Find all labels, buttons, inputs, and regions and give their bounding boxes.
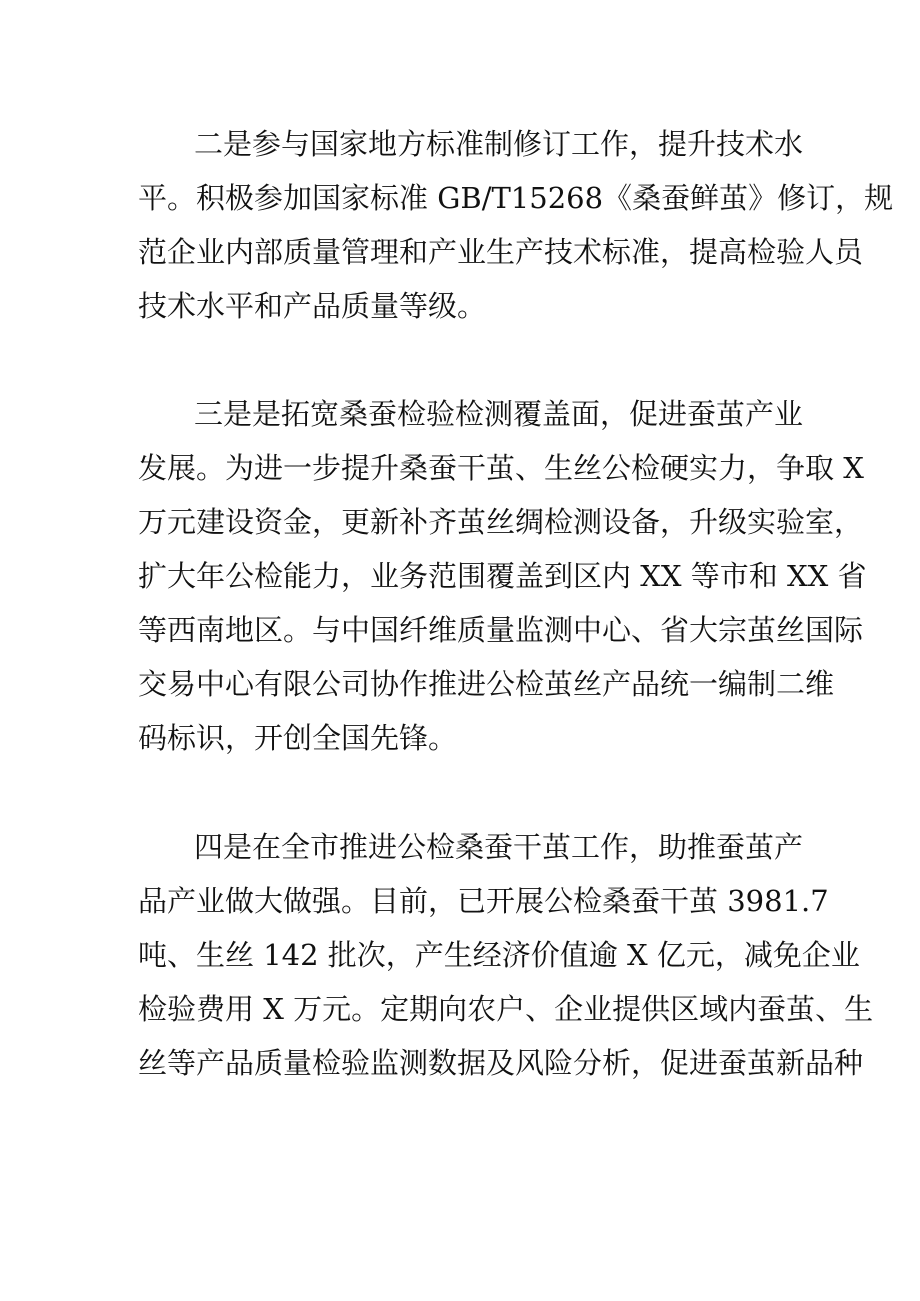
paragraph-line: 交易中心有限公司协作推进公检茧丝产品统一编制二维: [138, 667, 835, 701]
paragraph-line: 检验费用 X 万元。定期向农户、企业提供区域内蚕茧、生: [138, 992, 874, 1026]
paragraph-line: 二是参与国家地方标准制修订工作，提升技术水: [194, 127, 804, 161]
paragraph-line: 万元建设资金，更新补齐茧丝绸检测设备，升级实验室，: [138, 505, 864, 539]
paragraph-line: 四是在全市推进公检桑蚕干茧工作，助推蚕茧产: [194, 830, 804, 864]
paragraph-line: 三是是拓宽桑蚕检验检测覆盖面，促进蚕茧产业: [194, 397, 804, 431]
paragraph-line: 码标识，开创全国先锋。: [138, 721, 458, 755]
paragraph-line: 平。积极参加国家标准 GB/T15268《桑蚕鲜茧》修订，规: [138, 181, 894, 215]
paragraph-cocoon-inspection: [138, 820, 874, 1090]
paragraph-inspection-coverage: [138, 387, 867, 765]
paragraph-line: 扩大年公检能力，业务范围覆盖到区内 XX 等市和 XX 省: [138, 559, 867, 593]
paragraph-line: 发展。为进一步提升桑蚕干茧、生丝公检硬实力，争取 X: [138, 451, 864, 485]
paragraph-line: 技术水平和产品质量等级。: [138, 289, 487, 323]
paragraph-line: 丝等产品质量检验监测数据及风险分析，促进蚕茧新品种: [138, 1046, 864, 1080]
paragraph-line: 吨、生丝 142 批次，产生经济价值逾 X 亿元，减免企业: [138, 938, 860, 972]
paragraph-line: 等西南地区。与中国纤维质量监测中心、省大宗茧丝国际: [138, 613, 864, 647]
paragraph-line: 品产业做大做强。目前，已开展公检桑蚕干茧 3981.7: [138, 884, 829, 918]
paragraph-line: 范企业内部质量管理和产业生产技术标准，提高检验人员: [138, 235, 864, 269]
paragraph-standards-revision: [138, 117, 894, 333]
